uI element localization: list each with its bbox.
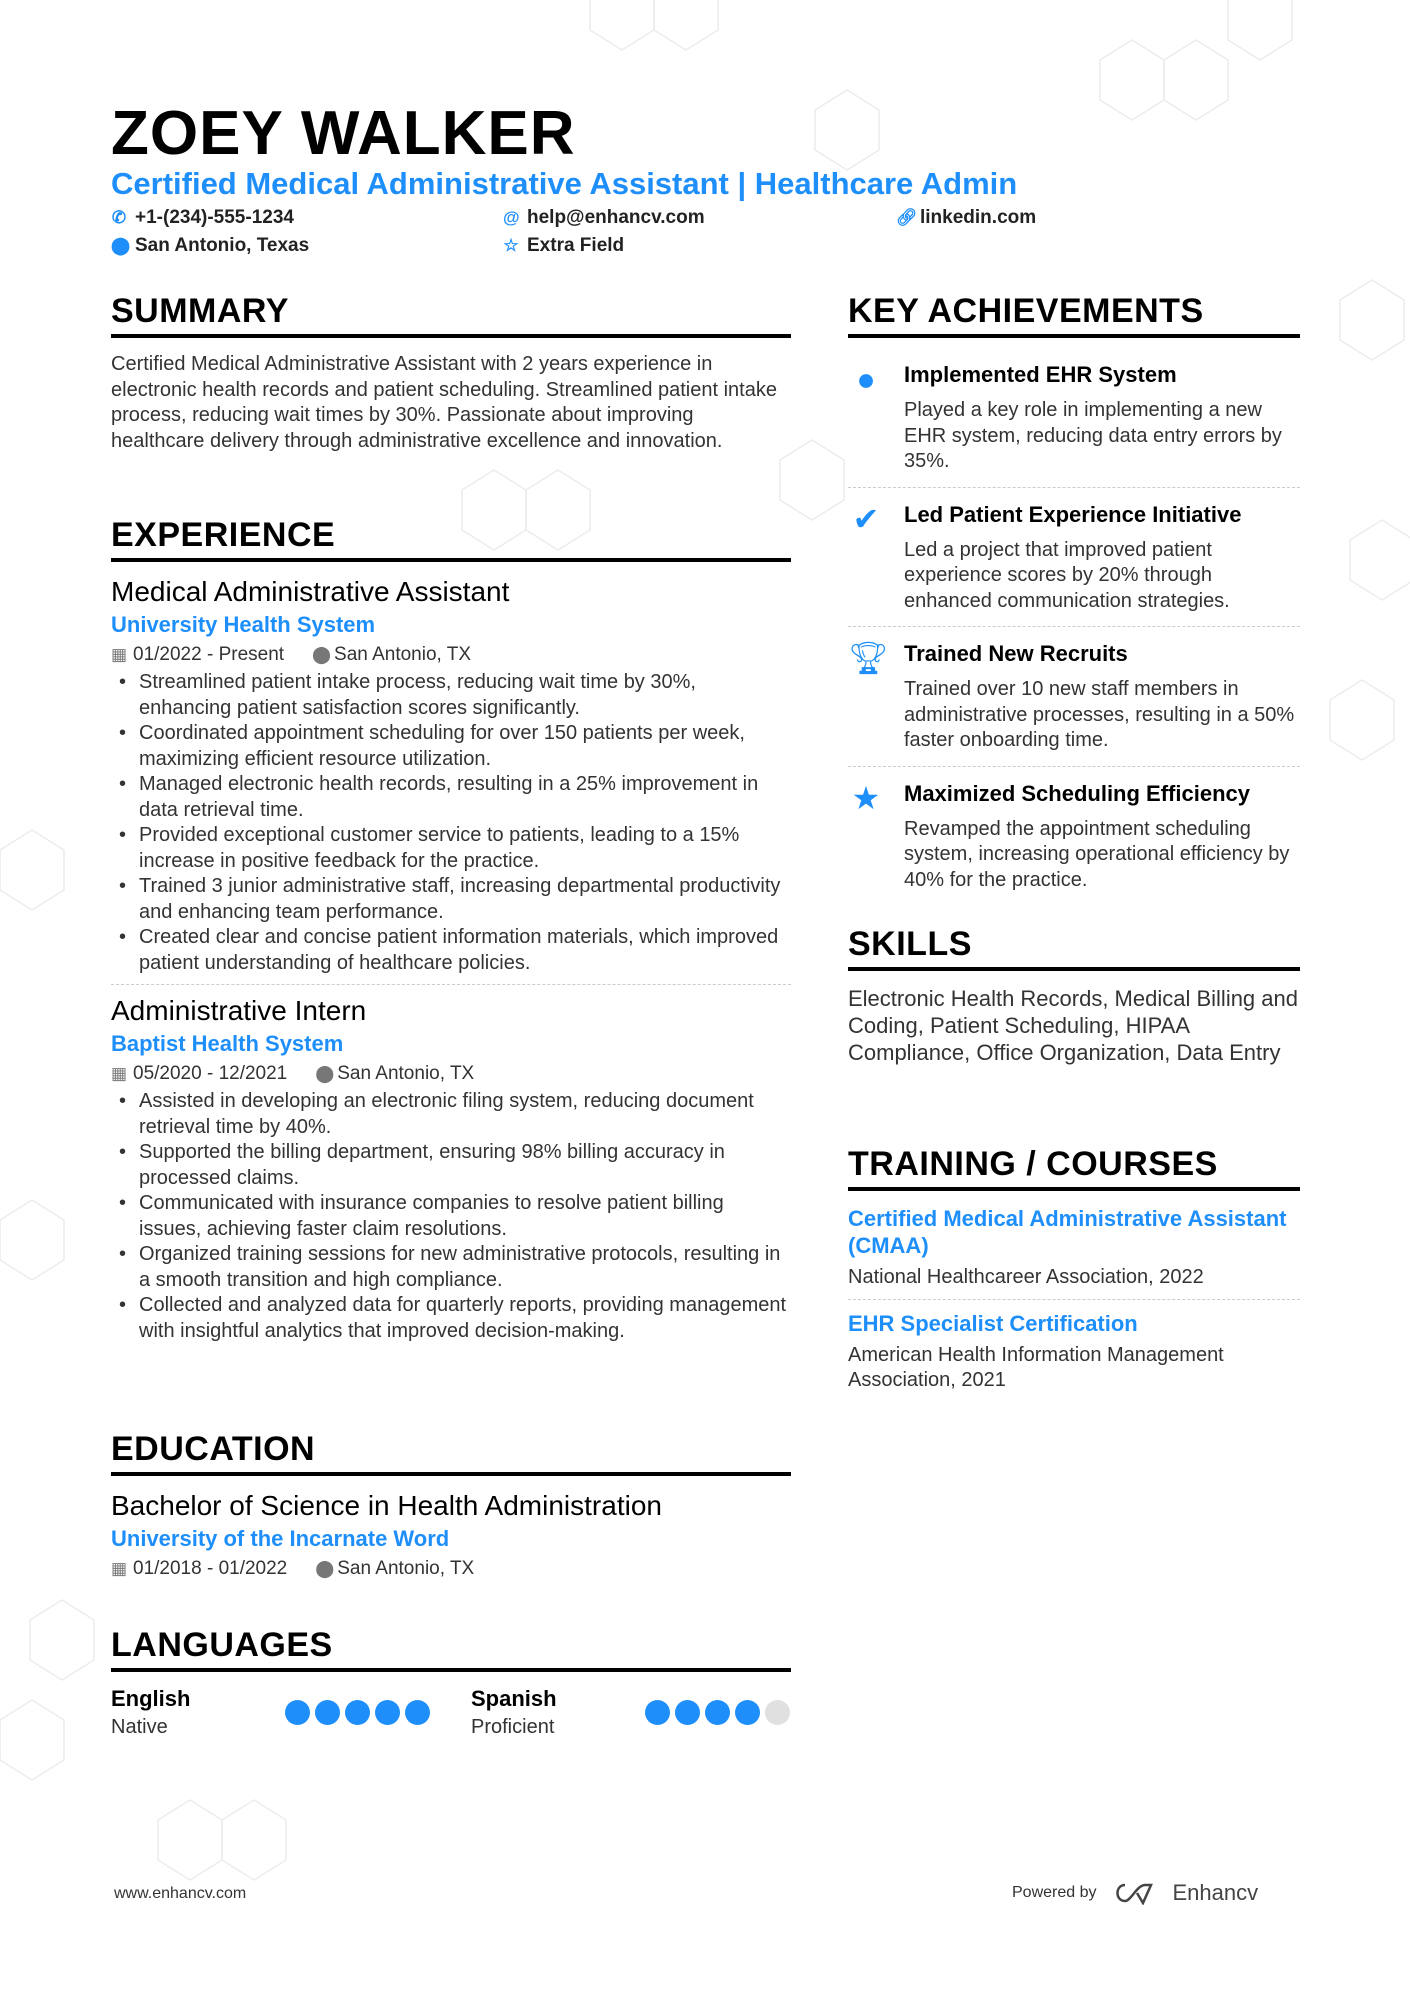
- divider: [111, 984, 791, 985]
- achievement-item: [848, 352, 1300, 483]
- achievement-item: [848, 631, 1300, 762]
- location-text: San Antonio, Texas: [135, 235, 310, 256]
- location-pin-icon: ⬤: [312, 645, 332, 664]
- calendar-icon: ▦: [111, 645, 128, 664]
- email[interactable]: [503, 207, 705, 229]
- email-text[interactable]: help@enhancv.com: [527, 207, 705, 228]
- bullet: • Communicated with insurance companies to resolve patient billing issues, achieving faster claim resolutions.: [111, 1191, 791, 1242]
- language-level: Native: [111, 1716, 168, 1738]
- summary-section: [111, 292, 791, 454]
- languages-section: [111, 1626, 791, 1739]
- course-title: Certified Medical Administrative Assistant (CMAA): [848, 1206, 1287, 1258]
- trophy-icon: 🏆︎: [848, 640, 889, 676]
- education-location: San Antonio, TX: [337, 1558, 475, 1579]
- language-name: Spanish: [471, 1686, 557, 1711]
- language-item: [471, 1686, 790, 1739]
- achievement-text: Led a project that improved patient experience scores by 20% through enhanced communication strategies.: [904, 538, 1230, 612]
- achievement-item: [848, 771, 1300, 902]
- achievement-item: [848, 492, 1300, 623]
- star-icon: ★: [851, 779, 881, 816]
- summary-heading: SUMMARY: [111, 292, 791, 338]
- rating-dot: [645, 1700, 670, 1725]
- experience-item: [111, 995, 791, 1344]
- job-meta: [111, 644, 791, 666]
- job-location: San Antonio, TX: [334, 644, 472, 665]
- achievement-title: Maximized Scheduling Efficiency: [904, 780, 1250, 806]
- bullet: • Streamlined patient intake process, reducing wait time by 30%, enhancing patient satisfaction scores significantly.: [111, 670, 791, 721]
- achievements-section: [848, 292, 1300, 901]
- company-name: University Health System: [111, 612, 376, 637]
- calendar-icon: ▦: [111, 1064, 128, 1083]
- location-pin-icon: ⬤: [315, 1559, 335, 1578]
- course-title: EHR Specialist Certification: [848, 1310, 1138, 1336]
- head-icon: ●: [856, 361, 876, 397]
- enhancv-logo-icon: [1111, 1881, 1159, 1905]
- rating-dot: [705, 1700, 730, 1725]
- bullet: • Organized training sessions for new administrative protocols, resulting in a smooth transition and high compliance.: [111, 1242, 791, 1293]
- experience-heading: EXPERIENCE: [111, 516, 791, 562]
- training-section: [848, 1145, 1300, 1394]
- company-name: Baptist Health System: [111, 1031, 344, 1056]
- language-rating: [645, 1700, 790, 1725]
- achievement-text: Revamped the appointment scheduling system, increasing operational efficiency by 40% for the practice.: [904, 817, 1290, 891]
- education-dates: 01/2018 - 01/2022: [133, 1558, 288, 1579]
- bullet: • Managed electronic health records, resulting in a 25% improvement in data retrieval time.: [111, 772, 791, 823]
- rating-dot: [375, 1700, 400, 1725]
- language-level: Proficient: [471, 1716, 555, 1738]
- divider: [848, 487, 1300, 488]
- job-location: San Antonio, TX: [337, 1063, 475, 1084]
- achievement-text: Trained over 10 new staff members in administrative processes, resulting in a 50% faster onboarding time.: [904, 678, 1295, 751]
- job-dates: 01/2022 - Present: [133, 644, 285, 665]
- job-bullets: [111, 1089, 791, 1344]
- training-heading: TRAINING / COURSES: [848, 1145, 1300, 1191]
- languages-heading: LANGUAGES: [111, 1626, 791, 1672]
- skills-text: Electronic Health Records, Medical Billing and Coding, Patient Scheduling, HIPAA Compliance, Office Organization, Data Entry: [848, 986, 1298, 1065]
- rating-dot-empty: [765, 1700, 790, 1725]
- divider: [848, 626, 1300, 627]
- check-icon: ✔: [852, 500, 880, 537]
- calendar-icon: ▦: [111, 1559, 128, 1578]
- powered-by-label: Powered by: [1012, 1884, 1097, 1901]
- phone-icon: ✆: [111, 208, 127, 227]
- achievement-title: Trained New Recruits: [904, 641, 1128, 666]
- location-pin-icon: ⬤: [315, 1064, 335, 1083]
- achievement-title: Implemented EHR System: [904, 362, 1177, 387]
- achievement-text: Played a key role in implementing a new EHR system, reducing data entry errors by 35%.: [904, 399, 1282, 472]
- at-icon: @: [503, 208, 520, 227]
- language-name: English: [111, 1686, 191, 1711]
- rating-dot: [405, 1700, 430, 1725]
- candidate-title: Certified Medical Administrative Assistant | Healthcare Admin: [111, 166, 1018, 201]
- rating-dot: [285, 1700, 310, 1725]
- job-bullets: [111, 670, 791, 976]
- job-title: Medical Administrative Assistant: [111, 576, 510, 607]
- divider: [848, 766, 1300, 767]
- education-section: [111, 1430, 791, 1584]
- bullet: • Trained 3 junior administrative staff, increasing departmental productivity and enhancing team performance.: [111, 874, 791, 925]
- education-heading: EDUCATION: [111, 1430, 791, 1476]
- skills-section: [848, 925, 1300, 1066]
- linkedin[interactable]: [896, 207, 1036, 229]
- bullet: • Assisted in developing an electronic filing system, reducing document retrieval time by 40%.: [111, 1089, 791, 1140]
- phone: [111, 207, 294, 229]
- course-provider: National Healthcareer Association, 2022: [848, 1266, 1204, 1288]
- linkedin-text[interactable]: linkedin.com: [920, 207, 1037, 228]
- rating-dot: [675, 1700, 700, 1725]
- bullet: • Supported the billing department, ensuring 98% billing accuracy in processed claims.: [111, 1140, 791, 1191]
- link-icon: 🔗︎: [896, 208, 918, 227]
- bullet: • Created clear and concise patient information materials, which improved patient understanding of healthcare policies.: [111, 925, 791, 976]
- extra-field-text: Extra Field: [527, 235, 625, 256]
- languages-list: [111, 1686, 791, 1739]
- job-meta: [111, 1063, 791, 1085]
- job-title: Administrative Intern: [111, 995, 367, 1026]
- job-dates: 05/2020 - 12/2021: [133, 1063, 288, 1084]
- summary-text: Certified Medical Administrative Assistant with 2 years experience in electronic health records and patient scheduling. Streamlined patient intake process, reducing wait times by 30%. Passionate about improving healthcare delivery through administrative excellence and innovation.: [111, 353, 777, 452]
- phone-text: +1-(234)-555-1234: [135, 207, 294, 228]
- experience-section: [111, 516, 791, 1344]
- brand-name: Enhancv: [1172, 1880, 1259, 1905]
- rating-dot: [345, 1700, 370, 1725]
- bullet: • Coordinated appointment scheduling for over 150 patients per week, maximizing efficient resource utilization.: [111, 721, 791, 772]
- rating-dot: [735, 1700, 760, 1725]
- footer-website[interactable]: www.enhancv.com: [114, 1885, 247, 1902]
- rating-dot: [315, 1700, 340, 1725]
- degree: Bachelor of Science in Health Administration: [111, 1490, 662, 1521]
- bullet: • Provided exceptional customer service to patients, leading to a 15% increase in positive feedback for the practice.: [111, 823, 791, 874]
- skills-heading: SKILLS: [848, 925, 1300, 971]
- location-pin-icon: ⬤: [111, 236, 131, 255]
- language-rating: [285, 1700, 430, 1725]
- extra-field: [503, 235, 624, 257]
- location: [111, 235, 309, 257]
- candidate-name: ZOEY WALKER: [111, 99, 576, 168]
- achievement-title: Led Patient Experience Initiative: [904, 501, 1242, 527]
- course-provider: American Health Information Management Association, 2021: [848, 1343, 1224, 1391]
- education-meta: [111, 1558, 791, 1580]
- achievements-heading: KEY ACHIEVEMENTS: [848, 292, 1300, 338]
- bullet: • Collected and analyzed data for quarterly reports, providing management with insightful analytics that improved decision-making.: [111, 1293, 791, 1344]
- language-item: [111, 1686, 471, 1739]
- experience-item: [111, 576, 791, 976]
- school: University of the Incarnate Word: [111, 1526, 450, 1551]
- footer-branding: [1012, 1880, 1258, 1906]
- divider: [848, 1299, 1300, 1300]
- star-outline-icon: ☆: [503, 236, 519, 255]
